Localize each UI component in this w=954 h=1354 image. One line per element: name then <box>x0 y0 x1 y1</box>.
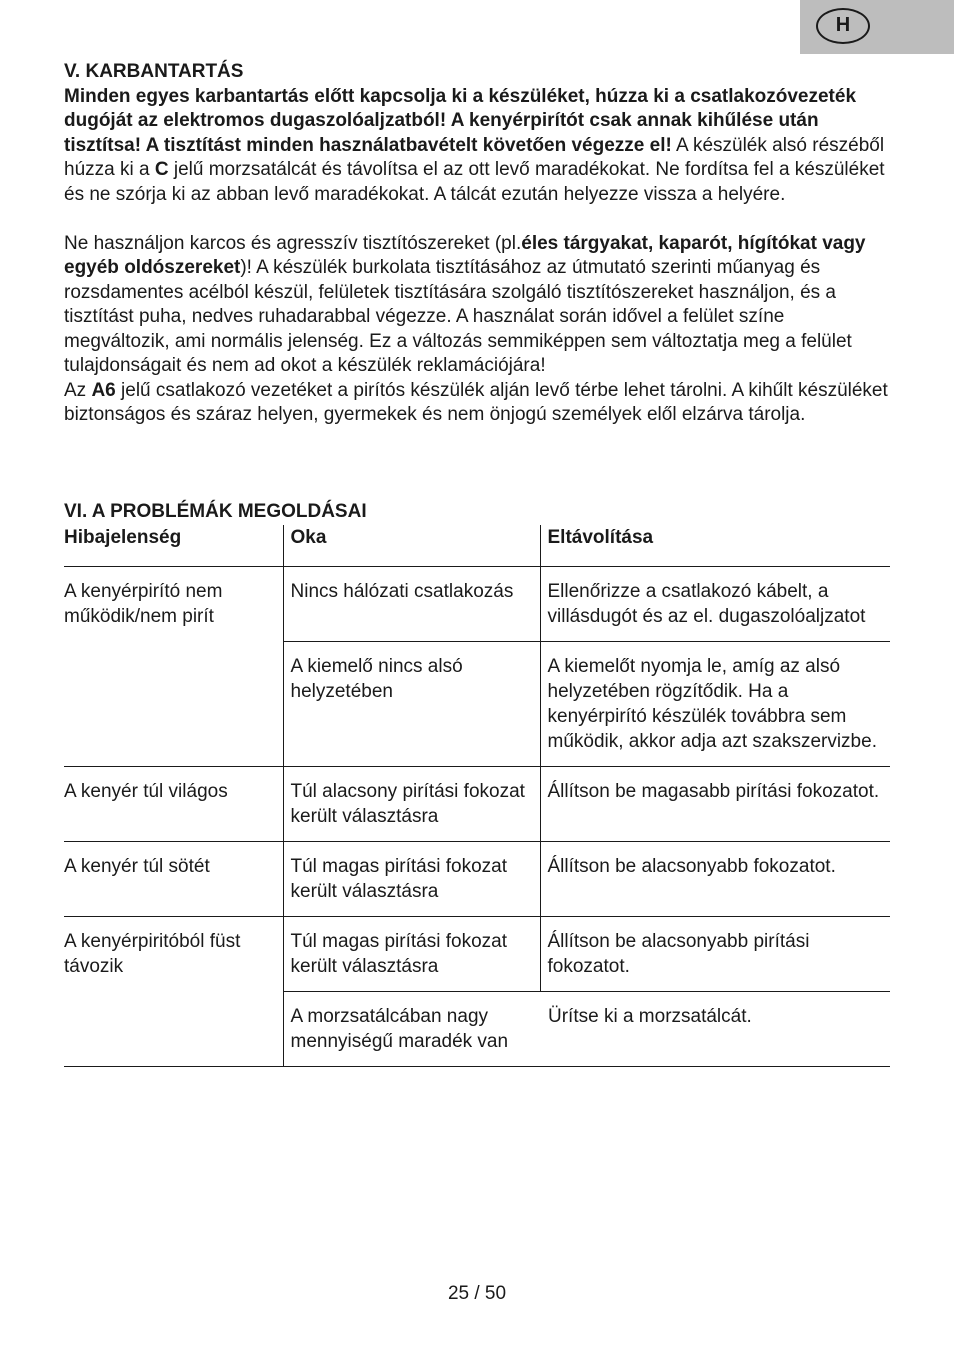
maintenance-p2-bold: éles tárgyakat, kaparót, hígítókat vagy egyéb oldószereket <box>64 232 866 278</box>
cause-cell: Túl magas pirítási fokozat került választásra <box>283 841 540 916</box>
cause-cell: Túl magas pirítási fokozat került választásra <box>283 916 540 991</box>
table-row <box>64 991 890 1066</box>
maintenance-paragraph-3 <box>64 379 894 428</box>
maintenance-paragraph-2 <box>64 232 894 379</box>
maintenance-paragraph-1 <box>64 85 894 208</box>
symptom-cell: A kenyérpirító nem működik/nem pirít <box>64 566 283 641</box>
maintenance-p3-text-2: jelű csatlakozó vezetéket a pirítós készülék alján levő térbe lehet tárolni. A kihűlt készüléket biztonságos és száraz helyen, gyermekek és nem önjogú személyek elől elzárva tárolja. <box>64 379 888 425</box>
crumb-tray-label: C <box>154 159 169 180</box>
table-header-row <box>64 525 890 567</box>
table-row <box>64 566 890 641</box>
table-row <box>64 766 890 841</box>
symptom-cell <box>64 991 283 1066</box>
table-row <box>64 916 890 991</box>
troubleshooting-heading: VI. A PROBLÉMÁK MEGOLDÁSAI <box>64 501 367 522</box>
col-fix-header: Eltávolítása <box>540 525 890 567</box>
maintenance-p1-text-2: jelű morzsatálcát és távolítsa el az ott levő maradékokat. Ne fordítsa fel a készüléket és ne szórja ki az abban levő maradékokat. A tálcát ezután helyezze vissza a helyére. <box>64 159 885 205</box>
cause-cell: Túl alacsony pirítási fokozat került választásra <box>283 766 540 841</box>
fix-cell: Állítson be alacsonyabb fokozatot. <box>540 841 890 916</box>
troubleshooting-section <box>64 500 890 1067</box>
language-badge: H <box>816 8 870 44</box>
table-row <box>64 641 890 766</box>
cause-cell: Nincs hálózati csatlakozás <box>283 566 540 641</box>
maintenance-p2-text: Ne használjon karcos és agresszív tisztítószereket (pl. <box>64 232 522 254</box>
fix-cell: Állítson be alacsonyabb pirítási fokozatot. <box>540 916 890 991</box>
maintenance-p2-text-2: )! A készülék burkolata tisztításához az útmutató szerinti műanyag és rozsdamentes acélból készül, felületek tisztítására szolgáló tisztítószereket használjon, és a tisztítást puha, nedves ruhadarabbal végezze. A használat során idővel a felület színe megváltozik, ami normális jelenség. Ez a változás semmiképpen sem változtatja meg a felület tulajdonságait és nem ad okot a készülék reklamációjára! <box>64 257 852 376</box>
cause-cell: A kiemelő nincs alsó helyzetében <box>283 641 540 766</box>
cause-cell: A morzsatálcában nagy mennyiségű maradék van <box>283 991 540 1066</box>
page-number: 25 / 50 <box>447 1283 507 1304</box>
table-row <box>64 841 890 916</box>
fix-cell: Ellenőrizze a csatlakozó kábelt, a villásdugót és az el. dugaszolóaljzatot <box>540 566 890 641</box>
maintenance-warning: Minden egyes karbantartás előtt kapcsolja ki a készüléket, húzza ki a csatlakozóvezeték dugóját az elektromos dugaszolóaljzatból! A kenyérpirítót csak annak kihűlése után tisztítsa! A tisztítást minden használatbavételt követően végezze el! <box>64 85 857 156</box>
cord-label: A6 <box>91 379 116 401</box>
troubleshooting-table <box>64 525 890 1067</box>
fix-cell: Ürítse ki a morzsatálcát. <box>540 991 890 1066</box>
fix-cell: Állítson be magasabb pirítási fokozatot. <box>540 766 890 841</box>
col-symptom-header: Hibajelenség <box>64 526 182 548</box>
symptom-cell: A kenyér túl világos <box>64 766 283 841</box>
maintenance-heading: V. KARBANTARTÁS <box>64 61 244 82</box>
maintenance-section <box>64 60 894 428</box>
symptom-cell: A kenyér túl sötét <box>64 841 283 916</box>
col-cause-header: Oka <box>283 525 540 567</box>
symptom-cell: A kenyérpiritóból füst távozik <box>64 930 241 977</box>
symptom-cell <box>64 641 283 766</box>
maintenance-p3-text: Az <box>64 379 92 401</box>
maintenance-p1-text: A készülék alsó részéből húzza ki a <box>64 134 885 180</box>
fix-cell: A kiemelőt nyomja le, amíg az alsó helyzetében rögzítődik. Ha a kenyérpirító készülék továbbra sem működik, akkor adja azt szakszervizbe. <box>540 641 890 766</box>
